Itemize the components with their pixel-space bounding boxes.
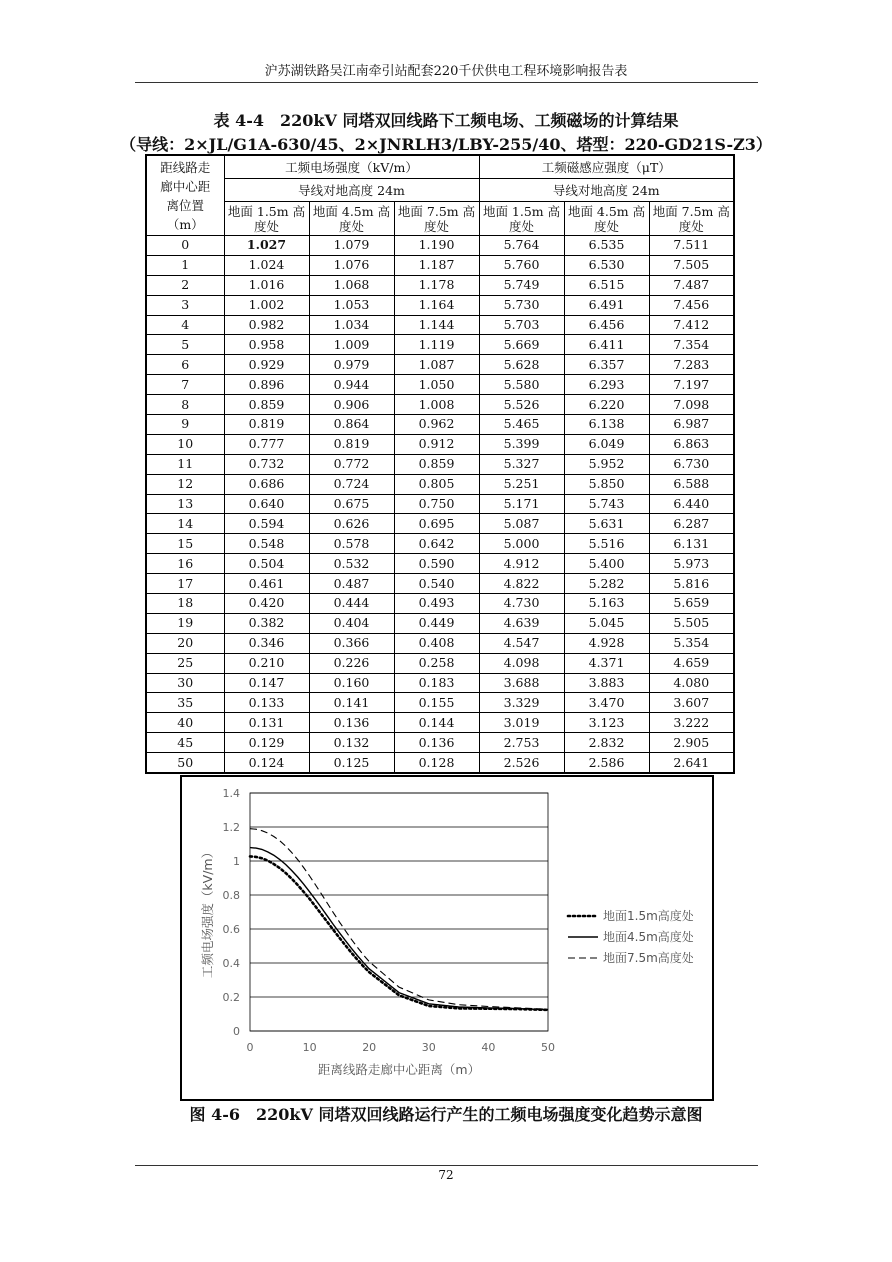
x-tick-label: 30: [421, 1041, 436, 1054]
e-field-group-header: 工频电场强度（kV/m）: [224, 155, 479, 179]
value-cell: 5.251: [479, 474, 564, 494]
distance-cell: 10: [146, 434, 224, 454]
value-cell: 0.132: [309, 733, 394, 753]
distance-cell: 35: [146, 693, 224, 713]
value-cell: 4.730: [479, 594, 564, 614]
value-cell: 0.912: [394, 434, 479, 454]
table-row: [146, 514, 734, 534]
distance-cell: 40: [146, 713, 224, 733]
e-field-height-header: 导线对地高度 24m: [224, 179, 479, 202]
value-cell: 5.354: [649, 633, 734, 653]
value-cell: 5.163: [564, 594, 649, 614]
value-cell: 1.068: [309, 275, 394, 295]
value-cell: 6.588: [649, 474, 734, 494]
value-cell: 0.805: [394, 474, 479, 494]
value-cell: 0.906: [309, 395, 394, 415]
value-cell: 1.009: [309, 335, 394, 355]
value-cell: 5.730: [479, 295, 564, 315]
value-cell: 1.187: [394, 255, 479, 275]
table-row: [146, 713, 734, 733]
x-tick-label: 0: [246, 1041, 254, 1054]
table-row: [146, 415, 734, 435]
value-cell: 5.850: [564, 474, 649, 494]
value-cell: 5.703: [479, 315, 564, 335]
value-cell: 0.449: [394, 613, 479, 633]
value-cell: 5.171: [479, 494, 564, 514]
value-cell: 0.962: [394, 415, 479, 435]
table-body: [146, 236, 734, 774]
value-cell: 4.371: [564, 653, 649, 673]
value-cell: 0.504: [224, 554, 309, 574]
value-cell: 0.578: [309, 534, 394, 554]
value-cell: 0.487: [309, 574, 394, 594]
distance-cell: 15: [146, 534, 224, 554]
b-field-height-header: 导线对地高度 24m: [479, 179, 734, 202]
value-cell: 7.456: [649, 295, 734, 315]
table-row: [146, 733, 734, 753]
table-row: [146, 355, 734, 375]
value-cell: 0.640: [224, 494, 309, 514]
value-cell: 0.129: [224, 733, 309, 753]
value-cell: 4.912: [479, 554, 564, 574]
value-cell: 0.136: [394, 733, 479, 753]
value-cell: 5.973: [649, 554, 734, 574]
distance-cell: 30: [146, 673, 224, 693]
value-cell: 3.019: [479, 713, 564, 733]
value-cell: 1.190: [394, 236, 479, 256]
value-cell: 0.864: [309, 415, 394, 435]
value-cell: 5.087: [479, 514, 564, 534]
figure-caption: 图 4-6 220kV 同塔双回线路运行产生的工频电场强度变化趋势示意图: [189, 1105, 703, 1124]
value-cell: 1.144: [394, 315, 479, 335]
table-row: [146, 275, 734, 295]
value-cell: 0.958: [224, 335, 309, 355]
table-row: [146, 494, 734, 514]
header-rule: [135, 82, 758, 83]
value-cell: 0.136: [309, 713, 394, 733]
table-row: [146, 574, 734, 594]
value-cell: 7.511: [649, 236, 734, 256]
distance-cell: 17: [146, 574, 224, 594]
value-cell: 7.412: [649, 315, 734, 335]
y-tick-label: 1.4: [222, 787, 240, 800]
value-cell: 3.883: [564, 673, 649, 693]
y-tick-label: 1.2: [222, 821, 240, 834]
value-cell: 0.461: [224, 574, 309, 594]
value-cell: 0.819: [309, 434, 394, 454]
table-row: [146, 434, 734, 454]
table-row: [146, 653, 734, 673]
value-cell: 5.952: [564, 454, 649, 474]
value-cell: 0.686: [224, 474, 309, 494]
table-row: [146, 454, 734, 474]
value-cell: 6.863: [649, 434, 734, 454]
y-tick-label: 0.4: [222, 957, 240, 970]
distance-cell: 50: [146, 753, 224, 773]
distance-cell: 8: [146, 395, 224, 415]
value-cell: 1.178: [394, 275, 479, 295]
x-tick-label: 40: [481, 1041, 496, 1054]
value-cell: 5.628: [479, 355, 564, 375]
value-cell: 0.141: [309, 693, 394, 713]
value-cell: 6.131: [649, 534, 734, 554]
x-tick-label: 20: [362, 1041, 377, 1054]
value-cell: 0.147: [224, 673, 309, 693]
value-cell: 0.944: [309, 375, 394, 395]
value-cell: 0.819: [224, 415, 309, 435]
value-cell: 0.444: [309, 594, 394, 614]
value-cell: 4.639: [479, 613, 564, 633]
value-cell: 0.540: [394, 574, 479, 594]
value-cell: 0.420: [224, 594, 309, 614]
value-cell: 0.732: [224, 454, 309, 474]
value-cell: 6.515: [564, 275, 649, 295]
value-cell: 6.730: [649, 454, 734, 474]
value-cell: 0.144: [394, 713, 479, 733]
sub-header: 地面 4.5m 高度处: [309, 202, 394, 236]
value-cell: 4.080: [649, 673, 734, 693]
value-cell: 5.000: [479, 534, 564, 554]
table-row: [146, 375, 734, 395]
value-cell: 0.133: [224, 693, 309, 713]
distance-cell: 0: [146, 236, 224, 256]
table-row: [146, 753, 734, 773]
table-title: 表 4-4 220kV 同塔双回线路下工频电场、工频磁场的计算结果: [213, 111, 679, 130]
table-row: [146, 315, 734, 335]
table-row: [146, 236, 734, 256]
value-cell: 2.641: [649, 753, 734, 773]
value-cell: 5.516: [564, 534, 649, 554]
table-row: [146, 395, 734, 415]
y-tick-label: 0.6: [222, 923, 240, 936]
value-cell: 1.119: [394, 335, 479, 355]
chart-frame: [180, 775, 714, 1101]
value-cell: 6.357: [564, 355, 649, 375]
series-line: [250, 829, 548, 1010]
value-cell: 1.008: [394, 395, 479, 415]
value-cell: 3.329: [479, 693, 564, 713]
value-cell: 0.183: [394, 673, 479, 693]
value-cell: 0.366: [309, 633, 394, 653]
value-cell: 7.354: [649, 335, 734, 355]
distance-cell: 3: [146, 295, 224, 315]
value-cell: 0.982: [224, 315, 309, 335]
distance-cell: 13: [146, 494, 224, 514]
e-field-chart: [182, 777, 712, 1099]
value-cell: 0.626: [309, 514, 394, 534]
value-cell: 5.465: [479, 415, 564, 435]
value-cell: 6.440: [649, 494, 734, 514]
distance-cell: 7: [146, 375, 224, 395]
value-cell: 0.258: [394, 653, 479, 673]
distance-cell: 5: [146, 335, 224, 355]
distance-cell: 14: [146, 514, 224, 534]
legend-label: 地面1.5m高度处: [603, 909, 694, 923]
distance-cell: 2: [146, 275, 224, 295]
value-cell: 5.749: [479, 275, 564, 295]
value-cell: 1.087: [394, 355, 479, 375]
sub-header: 地面 4.5m 高度处: [564, 202, 649, 236]
value-cell: 5.764: [479, 236, 564, 256]
value-cell: 3.688: [479, 673, 564, 693]
x-axis-title: 距离线路走廊中心距离（m）: [317, 1062, 481, 1077]
value-cell: 0.642: [394, 534, 479, 554]
value-cell: 5.580: [479, 375, 564, 395]
value-cell: 0.346: [224, 633, 309, 653]
value-cell: 2.832: [564, 733, 649, 753]
distance-cell: 4: [146, 315, 224, 335]
legend-label: 地面4.5m高度处: [603, 930, 694, 944]
value-cell: 6.411: [564, 335, 649, 355]
table-row: [146, 613, 734, 633]
value-cell: 0.131: [224, 713, 309, 733]
b-field-group-header: 工频磁感应强度（μT）: [479, 155, 734, 179]
value-cell: 5.400: [564, 554, 649, 574]
value-cell: 0.124: [224, 753, 309, 773]
table-row: [146, 335, 734, 355]
page-number: 72: [438, 1168, 454, 1182]
value-cell: 0.532: [309, 554, 394, 574]
footer-rule: [135, 1165, 758, 1166]
table-row: [146, 295, 734, 315]
value-cell: 0.408: [394, 633, 479, 653]
distance-cell: 9: [146, 415, 224, 435]
value-cell: 0.128: [394, 753, 479, 773]
value-cell: 5.659: [649, 594, 734, 614]
value-cell: 0.125: [309, 753, 394, 773]
sub-header: 地面 1.5m 高度处: [224, 202, 309, 236]
value-cell: 3.222: [649, 713, 734, 733]
value-cell: 1.053: [309, 295, 394, 315]
value-cell: 1.050: [394, 375, 479, 395]
y-tick-label: 1: [233, 855, 240, 868]
value-cell: 6.049: [564, 434, 649, 454]
results-table: [145, 154, 735, 774]
table-row: [146, 673, 734, 693]
value-cell: 1.164: [394, 295, 479, 315]
value-cell: 5.816: [649, 574, 734, 594]
table-row: [146, 633, 734, 653]
value-cell: 6.293: [564, 375, 649, 395]
table-row: [146, 474, 734, 494]
distance-column-header: 距线路走廊中心距离位置（m）: [146, 155, 224, 236]
y-tick-label: 0.2: [222, 991, 240, 1004]
value-cell: 5.760: [479, 255, 564, 275]
legend-label: 地面7.5m高度处: [603, 951, 694, 965]
value-cell: 0.675: [309, 494, 394, 514]
sub-header: 地面 7.5m 高度处: [394, 202, 479, 236]
value-cell: 4.547: [479, 633, 564, 653]
value-cell: 1.024: [224, 255, 309, 275]
value-cell: 3.607: [649, 693, 734, 713]
value-cell: 5.327: [479, 454, 564, 474]
table-row: [146, 554, 734, 574]
value-cell: 6.491: [564, 295, 649, 315]
y-axis-title: 工频电场强度（kV/m）: [200, 845, 215, 979]
value-cell: 0.382: [224, 613, 309, 633]
distance-cell: 16: [146, 554, 224, 574]
x-tick-label: 10: [302, 1041, 317, 1054]
value-cell: 6.287: [649, 514, 734, 534]
value-cell: 3.470: [564, 693, 649, 713]
table-subtitle: （导线：2×JL/G1A-630/45、2×JNRLH3/LBY-255/40、塔型：220-GD21S-Z3）: [120, 135, 772, 154]
value-cell: 3.123: [564, 713, 649, 733]
distance-cell: 19: [146, 613, 224, 633]
value-cell: 0.859: [394, 454, 479, 474]
value-cell: 0.695: [394, 514, 479, 534]
value-cell: 1.079: [309, 236, 394, 256]
value-cell: 6.987: [649, 415, 734, 435]
distance-cell: 20: [146, 633, 224, 653]
value-cell: 0.590: [394, 554, 479, 574]
value-cell: 0.493: [394, 594, 479, 614]
value-cell: 5.631: [564, 514, 649, 534]
value-cell: 0.160: [309, 673, 394, 693]
value-cell: 7.098: [649, 395, 734, 415]
value-cell: 0.750: [394, 494, 479, 514]
value-cell: 0.724: [309, 474, 394, 494]
distance-cell: 45: [146, 733, 224, 753]
distance-cell: 12: [146, 474, 224, 494]
value-cell: 0.548: [224, 534, 309, 554]
value-cell: 6.220: [564, 395, 649, 415]
y-tick-label: 0: [233, 1025, 240, 1038]
table-row: [146, 594, 734, 614]
value-cell: 0.155: [394, 693, 479, 713]
value-cell: 5.526: [479, 395, 564, 415]
value-cell: 0.859: [224, 395, 309, 415]
value-cell: 7.487: [649, 275, 734, 295]
value-cell: 7.505: [649, 255, 734, 275]
value-cell: 0.226: [309, 653, 394, 673]
value-cell: 5.669: [479, 335, 564, 355]
value-cell: 6.456: [564, 315, 649, 335]
y-tick-label: 0.8: [222, 889, 240, 902]
table-row: [146, 534, 734, 554]
distance-cell: 11: [146, 454, 224, 474]
value-cell: 2.526: [479, 753, 564, 773]
value-cell: 0.594: [224, 514, 309, 534]
value-cell: 5.399: [479, 434, 564, 454]
x-tick-label: 50: [541, 1041, 555, 1054]
table-row: [146, 255, 734, 275]
value-cell: 0.404: [309, 613, 394, 633]
value-cell: 0.772: [309, 454, 394, 474]
value-cell: 6.530: [564, 255, 649, 275]
value-cell: 5.282: [564, 574, 649, 594]
distance-cell: 25: [146, 653, 224, 673]
distance-cell: 1: [146, 255, 224, 275]
value-cell: 5.505: [649, 613, 734, 633]
value-cell: 4.098: [479, 653, 564, 673]
value-cell: 0.929: [224, 355, 309, 375]
table-row: [146, 693, 734, 713]
value-cell: 1.027: [224, 236, 309, 256]
value-cell: 2.753: [479, 733, 564, 753]
running-header: 沪苏湖铁路吴江南牵引站配套220千伏供电工程环境影响报告表: [264, 64, 628, 79]
value-cell: 4.928: [564, 633, 649, 653]
value-cell: 1.076: [309, 255, 394, 275]
sub-header: 地面 1.5m 高度处: [479, 202, 564, 236]
value-cell: 6.138: [564, 415, 649, 435]
value-cell: 4.822: [479, 574, 564, 594]
value-cell: 5.045: [564, 613, 649, 633]
value-cell: 0.896: [224, 375, 309, 395]
value-cell: 1.034: [309, 315, 394, 335]
value-cell: 0.979: [309, 355, 394, 375]
value-cell: 6.535: [564, 236, 649, 256]
value-cell: 0.210: [224, 653, 309, 673]
value-cell: 1.002: [224, 295, 309, 315]
value-cell: 2.586: [564, 753, 649, 773]
value-cell: 7.197: [649, 375, 734, 395]
value-cell: 0.777: [224, 434, 309, 454]
sub-header: 地面 7.5m 高度处: [649, 202, 734, 236]
value-cell: 7.283: [649, 355, 734, 375]
value-cell: 5.743: [564, 494, 649, 514]
value-cell: 2.905: [649, 733, 734, 753]
value-cell: 1.016: [224, 275, 309, 295]
value-cell: 4.659: [649, 653, 734, 673]
distance-cell: 18: [146, 594, 224, 614]
distance-cell: 6: [146, 355, 224, 375]
